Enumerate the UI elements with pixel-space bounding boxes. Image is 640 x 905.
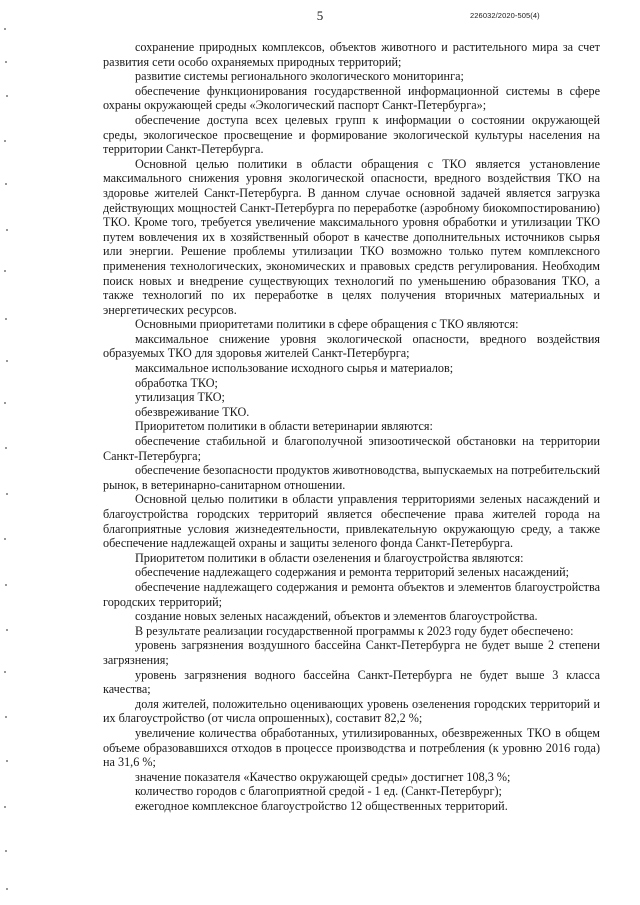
scan-speck [6, 360, 8, 362]
scan-speck [5, 183, 7, 185]
scan-speck [5, 447, 7, 449]
scan-speck [5, 716, 7, 718]
paragraph: Приоритетом политики в области озеленения и благоустройства являются: [135, 550, 524, 565]
paragraph: создание новых зеленых насаждений, объектов и элементов благоустройства. [135, 609, 538, 624]
paragraph: обеспечение доступа всех целевых групп к информации о состоянии окружающей среды, экологическое просвещение и формирование экологической культуры населения на территории Санкт-Петербурга. [103, 112, 600, 157]
paragraph: значение показателя «Качество окружающей среды» достигнет 108,3 %; [135, 769, 511, 784]
paragraph: обеспечение стабильной и благополучной эпизоотической обстановки на территории Санкт-Петербурга; [103, 434, 600, 463]
paragraph: количество городов с благоприятной средой - 1 ед. (Санкт-Петербург); [135, 784, 502, 799]
scan-speck [6, 760, 8, 762]
paragraph: увеличение количества обработанных, утилизированных, обезвреженных ТКО в общем объеме образовавшихся отходов в процессе производства и потребления (к уровню 2016 года) на 31,6 %; [103, 725, 600, 770]
scan-speck [4, 28, 6, 30]
scan-speck [4, 538, 6, 540]
document-body [103, 40, 600, 813]
paragraph: уровень загрязнения водного бассейна Санкт-Петербурга не будет выше 3 класса качества; [103, 667, 600, 697]
paragraph: развитие системы регионального экологического мониторинга; [135, 69, 464, 84]
scan-speck [4, 806, 6, 808]
paragraph: Основной целью политики в области обращения с ТКО является установление максимального снижения уровня экологической опасности, вредного воздействия ТКО на здоровье жителей Санкт-Петербурга. В данном случае основной задачей является загрузка действующих мощностей Санкт-Петербурга по переработке (аэробному биокомпостированию) ТКО. Кроме того, требуется увеличение максимального уровня обработки и утилизации ТКО путем вовлечения их в хозяйственный оборот в качестве дополнительных источников сырья или энергии. Решение проблемы утилизации ТКО возможно только путем комплексного применения технологических, экономических и правовых средств регулирования. Необходим поиск новых и внедрение существующих технологий по уменьшению образования ТКО, а также технологий по их переработке в целях получения вторичных материальных и энергетических ресурсов. [103, 156, 600, 317]
paragraph: обеспечение функционирования государственной информационной системы в сфере охраны окружающей среды «Экологический паспорт Санкт-Петербурга»; [103, 83, 600, 113]
scan-speck [5, 850, 7, 852]
scan-speck [4, 140, 6, 142]
paragraph: ежегодное комплексное благоустройство 12 общественных территорий. [135, 798, 508, 813]
document-registration-code: 226032/2020-505(4) [470, 11, 540, 20]
paragraph: уровень загрязнения воздушного бассейна Санкт-Петербурга не будет выше 2 степени загрязнения; [103, 638, 600, 667]
paragraph: сохранение природных комплексов, объектов животного и растительного мира за счет развития сети особо охраняемых природных территорий; [103, 40, 600, 69]
scan-speck [6, 493, 8, 495]
paragraph: обеспечение безопасности продуктов животноводства, выпускаемых на потребительский рынок, в ветеринарно-санитарном отношении. [103, 463, 600, 492]
paragraph: Основной целью политики в области управления территориями зеленых насаждений и благоустройства городских территорий является обеспечение права жителей города на благоприятные условия жизнедеятельности, привлекательную окружающую среду, а также обеспечение надлежащей охраны и защиты зеленого фонда Санкт-Петербурга. [103, 492, 600, 551]
scan-speck [4, 671, 6, 673]
paragraph: В результате реализации государственной программы к 2023 году будет обеспечено: [135, 623, 574, 638]
paragraph: обезвреживание ТКО. [135, 404, 250, 419]
paragraph: максимальное использование исходного сырья и материалов; [135, 361, 454, 376]
page-number: 5 [316, 8, 324, 23]
scan-speck [6, 95, 8, 97]
paragraph: утилизация ТКО; [135, 390, 225, 405]
paragraph: доля жителей, положительно оценивающих уровень озеленения городских территорий и их благоустройство (от числа опрошенных), составит 82,2 %; [103, 696, 600, 726]
paragraph: Основными приоритетами политики в сфере обращения с ТКО являются: [135, 317, 519, 332]
scan-speck [6, 888, 8, 890]
scan-edge-marks [4, 0, 14, 905]
scan-speck [5, 584, 7, 586]
paragraph: обработка ТКО; [135, 375, 218, 390]
paragraph: Приоритетом политики в области ветеринарии являются: [135, 419, 433, 434]
scan-speck [6, 229, 8, 231]
paragraph: обеспечение надлежащего содержания и ремонта объектов и элементов благоустройства городских территорий; [103, 579, 600, 609]
paragraph: максимальное снижение уровня экологической опасности, вредного воздействия образуемых ТКО для здоровья жителей Санкт-Петербурга; [103, 331, 600, 361]
paragraph: обеспечение надлежащего содержания и ремонта территорий зеленых насаждений; [135, 565, 570, 580]
scan-speck [5, 318, 7, 320]
scan-speck [5, 61, 7, 63]
scan-speck [6, 629, 8, 631]
scan-speck [4, 270, 6, 272]
scan-speck [4, 402, 6, 404]
